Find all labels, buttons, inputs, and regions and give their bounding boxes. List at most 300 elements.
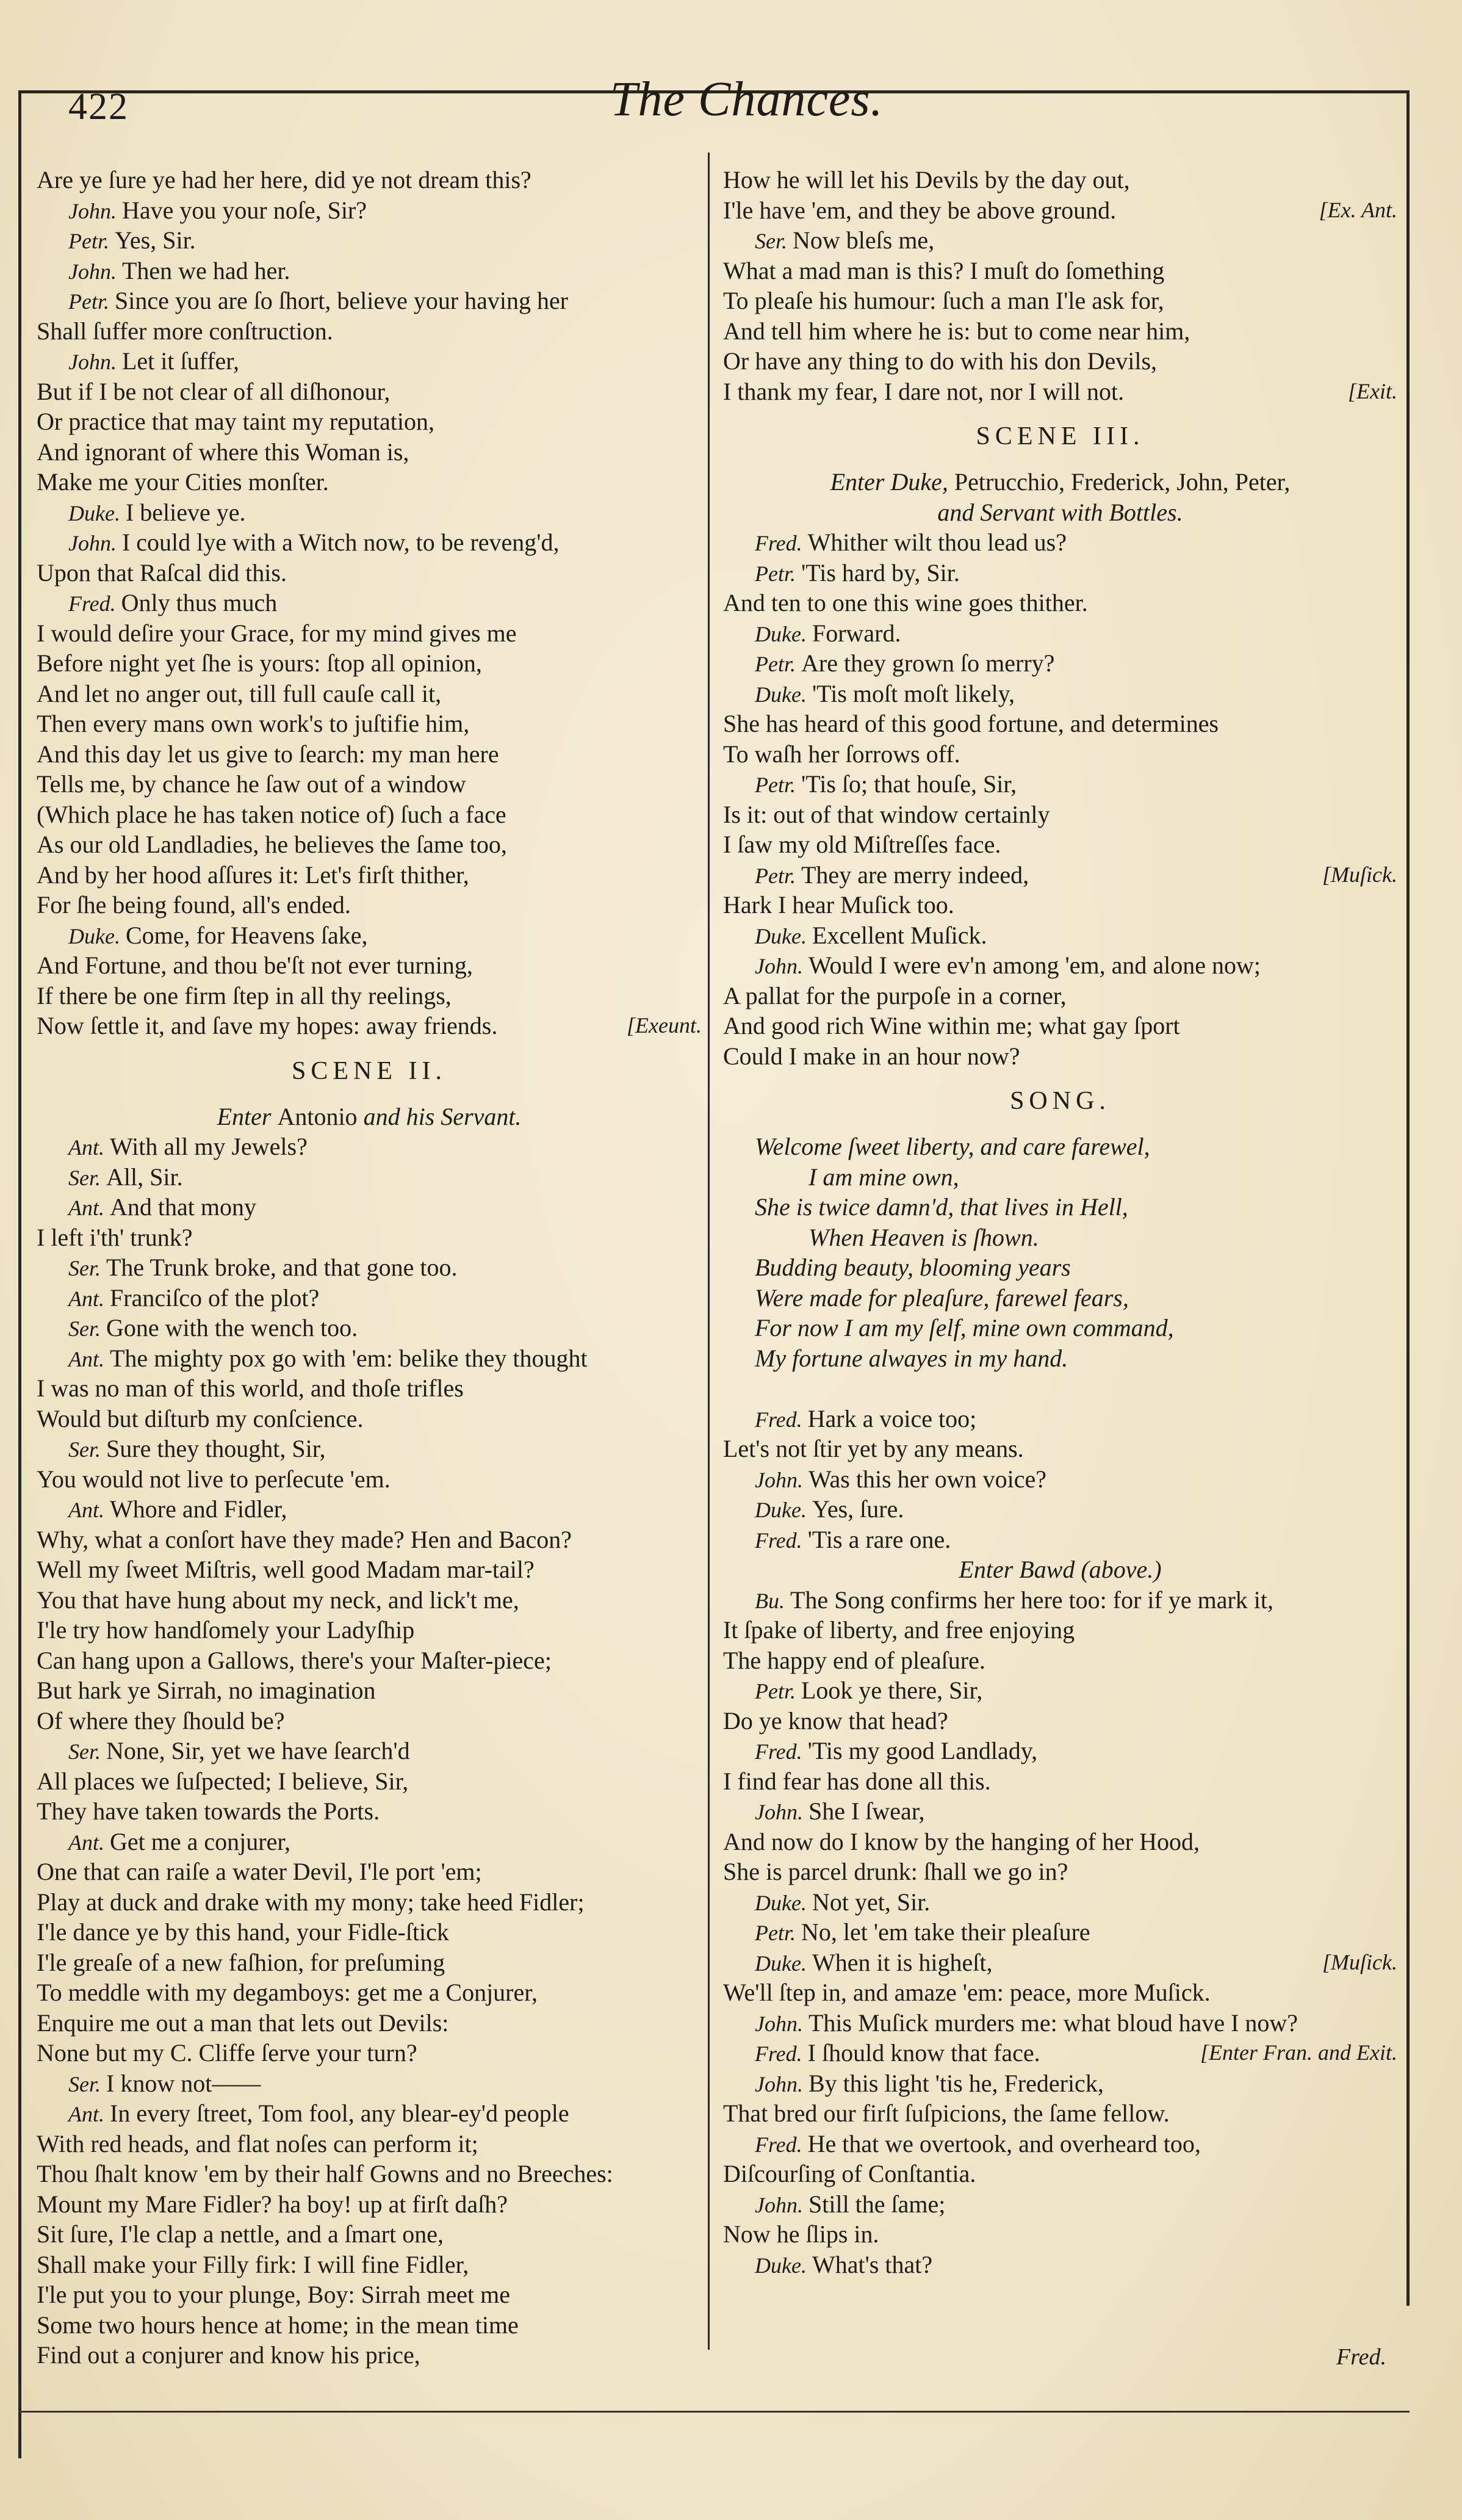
text-line: [37, 1373, 702, 1404]
line-text: And this day let us give to ſearch: my man here: [37, 740, 499, 768]
line-text: Before night yet ſhe is yours: ſtop all opinion,: [37, 649, 482, 677]
speaker-name: Ser.: [68, 1165, 106, 1190]
line-text: 'Tis moſt moſt likely,: [812, 679, 1015, 707]
line-text: And ten to one this wine goes thither.: [723, 589, 1088, 616]
text-line: [723, 1404, 1397, 1434]
text-line: [37, 1132, 702, 1162]
line-text: And by her hood aſſures it: Let's firſt thither,: [37, 861, 469, 889]
text-line: [37, 1585, 702, 1616]
line-text: I believe ye.: [125, 498, 246, 526]
text-line: [37, 2038, 702, 2068]
bottom-rule: [18, 2411, 1410, 2413]
text-line: [37, 829, 702, 860]
line-text: Sure they thought, Sir,: [106, 1435, 326, 1462]
line-text: Is it: out of that window certainly: [723, 800, 1050, 828]
line-text: Whither wilt thou lead us?: [807, 529, 1067, 556]
song-line: [723, 1162, 1397, 1193]
text-line: [37, 1313, 702, 1343]
speaker-name: John.: [755, 2011, 808, 2036]
line-text: That bred our firſt ſuſpicions, the ſame fellow.: [723, 2099, 1170, 2127]
text-line: [723, 1041, 1397, 1072]
text-line: [37, 2189, 702, 2220]
line-text: It ſpake of liberty, and free enjoying: [723, 1616, 1075, 1644]
line-text: Find out a conjurer and know his price,: [37, 2341, 420, 2369]
stage-italic: and Servant with Bottles.: [937, 498, 1183, 526]
text-line: [37, 981, 702, 1011]
line-text: In every ſtreet, Tom fool, any blear-ey'd people: [110, 2099, 569, 2127]
line-text: I know not——: [106, 2069, 261, 2097]
line-text: You that have hung about my neck, and lick't me,: [37, 1586, 519, 1614]
text-line: [37, 527, 702, 558]
speaker-name: Fred.: [755, 531, 808, 555]
speaker-name: Fred.: [755, 1739, 808, 1764]
line-text: I was no man of this world, and thoſe trifles: [37, 1374, 464, 1402]
line-text: I'le try how handſomely your Ladyſhip: [37, 1616, 415, 1644]
line-text: Only thus much: [121, 589, 278, 616]
text-line: [37, 1222, 702, 1253]
text-line: [723, 950, 1397, 981]
text-line: [37, 1948, 702, 1978]
song-line: [723, 1343, 1397, 1374]
line-text: With red heads, and flat noſes can perform it;: [37, 2129, 478, 2157]
stage-tag: [Exeunt.: [627, 1013, 702, 1038]
text-line: [723, 1917, 1397, 1948]
song-line: [723, 1252, 1397, 1283]
speaker-name: Ant.: [68, 1286, 110, 1311]
line-text: She I ſwear,: [808, 1797, 925, 1825]
text-line: [37, 1736, 702, 1766]
line-text: Of where they ſhould be?: [37, 1706, 285, 1735]
text-line: [37, 2129, 702, 2159]
speaker-name: Ser.: [68, 1316, 106, 1341]
line-text: Shall ſuffer more conſtruction.: [37, 317, 333, 345]
text-line: [723, 648, 1397, 679]
text-line: [37, 316, 702, 347]
line-text: Hark I hear Muſick too.: [723, 891, 954, 919]
line-text: Thou ſhalt know 'em by their half Gowns and no Breeches:: [37, 2160, 613, 2187]
line-text: I'le put you to your plunge, Boy: Sirrah meet me: [37, 2281, 510, 2308]
line-text: Have you your noſe, Sir?: [121, 196, 367, 224]
text-line: [723, 286, 1397, 316]
text-line: [723, 195, 1397, 226]
speaker-name: Ser.: [68, 1256, 106, 1280]
line-text: 'Tis my good Landlady,: [807, 1737, 1038, 1764]
line-text: As our old Landladies, he believes the ſame too,: [37, 831, 507, 858]
line-text: I ſaw my old Miſtreſſes face.: [723, 831, 1001, 858]
text-line: [37, 467, 702, 497]
line-text: They are merry indeed,: [801, 861, 1029, 889]
text-line: [37, 1796, 702, 1827]
left-column: [37, 165, 702, 2370]
speaker-name: Ser.: [755, 229, 793, 253]
page-number: 422: [68, 86, 129, 128]
line-text: 'Tis ſo; that houſe, Sir,: [801, 770, 1017, 798]
speaker-name: Fred.: [755, 1407, 808, 1432]
line-text: Then we had her.: [121, 256, 290, 284]
line-text: They have taken towards the Ports.: [37, 1797, 380, 1825]
line-text: And that mony: [110, 1193, 256, 1221]
line-text: Franciſco of the plot?: [110, 1283, 320, 1312]
text-line: [37, 497, 702, 528]
text-line: [37, 406, 702, 437]
text-line: [723, 1706, 1397, 1736]
text-line: [37, 739, 702, 770]
text-line: [723, 256, 1397, 286]
stage-direction: [723, 467, 1397, 497]
text-line: [37, 558, 702, 588]
line-text: All, Sir.: [106, 1163, 183, 1191]
line-text: If there be one firm ſtep in all thy reelings,: [37, 981, 452, 1009]
speaker-name: Duke.: [755, 1498, 812, 1522]
line-text: But hark ye Sirrah, no imagination: [37, 1677, 376, 1704]
stage-direction: [723, 1554, 1397, 1585]
column-divider: [708, 153, 710, 2350]
text-line: [723, 2129, 1397, 2159]
text-line: [37, 950, 702, 981]
line-text: To pleaſe his humour: ſuch a man I'le ask for,: [723, 287, 1164, 314]
right-rule: [1406, 90, 1410, 2306]
text-line: [37, 377, 702, 407]
text-line: [37, 679, 702, 709]
text-line: [37, 2250, 702, 2280]
stage-tag: [Muſick.: [1322, 862, 1397, 887]
text-line: [723, 2068, 1397, 2099]
line-text: Budding beauty, blooming years: [755, 1254, 1071, 1281]
scene-heading: SCENE II.: [292, 1056, 447, 1085]
stage-italic: and his Servant.: [363, 1102, 522, 1130]
text-line: [723, 1887, 1397, 1918]
line-text: Make me your Cities monſter.: [37, 468, 329, 496]
line-text: And ignorant of where this Woman is,: [37, 438, 409, 466]
speaker-name: Fred.: [755, 2042, 808, 2066]
text-line: [37, 2340, 702, 2370]
text-line: [37, 225, 702, 256]
text-line: [723, 1796, 1397, 1827]
line-text: Were made for pleaſure, farewel fears,: [755, 1283, 1129, 1312]
speaker-name: Duke.: [68, 923, 126, 948]
line-text: She has heard of this good fortune, and determines: [723, 710, 1219, 737]
text-line: [723, 1766, 1397, 1797]
line-text: Some two hours hence at home; in the mean time: [37, 2311, 519, 2339]
line-text: No, let 'em take their pleaſure: [801, 1918, 1090, 1946]
line-text: I'le have 'em, and they be above ground.: [723, 196, 1117, 224]
text-line: [723, 739, 1397, 770]
text-line: [723, 709, 1397, 739]
speaker-name: Ant.: [68, 1135, 110, 1160]
line-text: Let it ſuffer,: [121, 347, 240, 375]
text-line: [37, 1162, 702, 1193]
scene-heading: SCENE III.: [976, 422, 1145, 450]
text-line: [37, 286, 702, 316]
text-line: [37, 1283, 702, 1313]
line-text: The happy end of pleaſure.: [723, 1646, 985, 1674]
line-text: You would not live to perſecute 'em.: [37, 1465, 391, 1493]
scene-heading: SONG.: [1010, 1087, 1111, 1115]
line-text: I'le dance ye by this hand, your Fidle-ſtick: [37, 1918, 449, 1946]
text-line: [723, 2250, 1397, 2280]
line-text: Are ye ſure ye had her here, did ye not dream this?: [37, 166, 531, 193]
speaker-name: Fred.: [755, 1528, 808, 1553]
stage-italic: Enter Duke,: [830, 468, 954, 496]
line-text: And tell him where he is: but to come near him,: [723, 317, 1190, 345]
line-text: I ſhould know that face.: [807, 2039, 1040, 2067]
text-line: [37, 1252, 702, 1283]
text-line: [37, 1675, 702, 1706]
line-text: I left i'th' trunk?: [37, 1223, 193, 1251]
stage-name: Petrucchio, Frederick, John, Peter,: [954, 468, 1291, 496]
text-line: [723, 1948, 1397, 1978]
text-line: [723, 1645, 1397, 1676]
line-text: Yes, Sir.: [115, 226, 196, 254]
text-line: [723, 316, 1397, 347]
text-line: [37, 1615, 702, 1645]
text-line: [37, 1554, 702, 1585]
line-text: Shall make your Filly firk: I will fine Fidler,: [37, 2250, 469, 2278]
line-text: Why, what a conſort have they made? Hen and Bacon?: [37, 1525, 572, 1553]
line-text: Do ye know that head?: [723, 1706, 948, 1735]
text-line: [37, 709, 702, 739]
line-text: Enquire me out a man that lets out Devils:: [37, 2009, 449, 2037]
line-text: The Song confirms her here too: for if ye mark it,: [790, 1586, 1273, 1614]
line-text: I am mine own,: [808, 1163, 959, 1191]
line-text: Now he ſlips in.: [723, 2220, 879, 2248]
speaker-name: John.: [755, 2071, 808, 2096]
line-text: She is twice damn'd, that lives in Hell,: [755, 1193, 1128, 1221]
text-line: [37, 2098, 702, 2129]
line-text: (Which place he has taken notice of) ſuch a face: [37, 800, 506, 828]
text-line: [723, 1827, 1397, 1857]
line-text: Well my ſweet Miſtris, well good Madam mar-tail?: [37, 1556, 535, 1583]
text-line: [723, 981, 1397, 1011]
speaker-name: Fred.: [755, 2132, 808, 2157]
line-text: Welcome ſweet liberty, and care farewel,: [755, 1133, 1150, 1160]
line-text: A pallat for the purpoſe in a corner,: [723, 981, 1067, 1009]
song-line: [723, 1132, 1397, 1162]
text-line: [723, 1525, 1397, 1555]
text-line: [723, 527, 1397, 558]
line-text: Then every mans own work's to juſtifie him,: [37, 710, 470, 737]
text-line: [723, 225, 1397, 256]
speaker-name: Duke.: [755, 923, 812, 948]
text-line: [37, 1857, 702, 1887]
text-line: [723, 588, 1397, 618]
text-line: [37, 1887, 702, 1918]
speaker-name: John.: [755, 954, 808, 978]
line-text: And let no anger out, till full cauſe call it,: [37, 679, 442, 707]
text-line: [723, 2038, 1397, 2068]
line-text: Or practice that may taint my reputation,: [37, 408, 434, 435]
text-line: [37, 1494, 702, 1525]
line-text: None but my C. Cliffe ſerve your turn?: [37, 2039, 417, 2067]
line-text: Upon that Raſcal did this.: [37, 558, 287, 587]
speaker-name: Duke.: [755, 1951, 812, 1976]
line-text: This Muſick murders me: what bloud have I now?: [808, 2009, 1298, 2037]
text-line: [37, 2310, 702, 2341]
line-text: And Fortune, and thou be'ſt not ever turning,: [37, 951, 473, 979]
line-text: Sit ſure, I'le clap a nettle, and a ſmart one,: [37, 2220, 444, 2248]
line-text: 'Tis hard by, Sir.: [801, 558, 960, 587]
line-text: To waſh her ſorrows off.: [723, 740, 960, 768]
text-line: [37, 1917, 702, 1948]
line-text: One that can raiſe a water Devil, I'le port 'em;: [37, 1858, 482, 1885]
text-line: [37, 1011, 702, 1041]
line-text: Now ſettle it, and ſave my hopes: away friends.: [37, 1012, 498, 1039]
speaker-name: Duke.: [755, 2253, 812, 2278]
text-line: [723, 165, 1397, 195]
text-line: [723, 346, 1397, 377]
line-text: I'le greaſe of a new faſhion, for preſuming: [37, 1948, 445, 1976]
text-line: [37, 890, 702, 920]
text-line: [723, 890, 1397, 920]
stage-direction: [37, 1102, 702, 1132]
line-text: Can hang upon a Gallows, there's your Maſter-piece;: [37, 1646, 552, 1674]
text-line: [723, 2189, 1397, 2220]
song-line: [723, 1192, 1397, 1222]
line-text: My fortune alwayes in my hand.: [755, 1344, 1068, 1372]
line-text: Still the ſame;: [808, 2190, 946, 2218]
speaker-name: John.: [755, 1800, 808, 1824]
line-text: Was this her own voice?: [808, 1465, 1046, 1493]
song-line: [723, 1313, 1397, 1343]
text-line: [723, 1434, 1397, 1464]
speaker-name: Duke.: [755, 1890, 812, 1915]
text-line: [723, 829, 1397, 860]
speaker-name: Petr.: [68, 229, 115, 253]
line-text: By this light 'tis he, Frederick,: [808, 2069, 1104, 2097]
line-text: With all my Jewels?: [110, 1133, 308, 1160]
stage-direction: [723, 497, 1397, 528]
stage-tag: [Muſick.: [1322, 1949, 1397, 1974]
speaker-name: John.: [755, 2192, 808, 2217]
line-text: He that we overtook, and overheard too,: [807, 2129, 1201, 2157]
text-line: [37, 1434, 702, 1464]
stage-tag: [Exit.: [1348, 378, 1397, 403]
text-line: [723, 679, 1397, 709]
line-text: All places we ſuſpected; I believe, Sir,: [37, 1767, 409, 1795]
text-line: [37, 1645, 702, 1676]
stage-italic: Enter Bawd (above.): [959, 1556, 1162, 1583]
line-text: Would I were ev'n among 'em, and alone now;: [808, 951, 1261, 979]
line-text: For now I am my ſelf, mine own command,: [755, 1314, 1174, 1341]
text-line: [723, 1494, 1397, 1525]
text-line: [723, 769, 1397, 800]
text-line: [723, 1011, 1397, 1041]
blank-line: [723, 1373, 1397, 1404]
text-line: [37, 195, 702, 226]
line-text: When Heaven is ſhown.: [808, 1223, 1039, 1251]
text-line: [37, 2008, 702, 2038]
text-line: [723, 558, 1397, 588]
line-text: Play at duck and drake with my mony; take heed Fidler;: [37, 1888, 585, 1916]
text-line: [723, 920, 1397, 951]
speaker-name: Fred.: [68, 591, 121, 616]
text-line: [37, 1404, 702, 1434]
speaker-name: Ser.: [68, 1739, 106, 1764]
line-text: Or have any thing to do with his don Devils,: [723, 347, 1158, 375]
speaker-name: John.: [68, 531, 122, 555]
text-line: [723, 2008, 1397, 2038]
text-line: [37, 1464, 702, 1495]
text-line: [723, 1464, 1397, 1495]
text-line: [723, 2219, 1397, 2250]
line-text: And good rich Wine within me; what gay ſport: [723, 1012, 1180, 1039]
speaker-name: Petr.: [755, 652, 801, 676]
line-text: Yes, ſure.: [812, 1495, 904, 1523]
text-line: [723, 800, 1397, 830]
line-text: I would deſire your Grace, for my mind gives me: [37, 619, 517, 647]
text-line: [723, 2159, 1397, 2189]
line-text: Hark a voice too;: [807, 1404, 977, 1432]
speaker-name: Duke.: [755, 682, 812, 707]
right-column: [723, 165, 1397, 2280]
speaker-name: Ant.: [68, 2102, 110, 2126]
line-text: The mighty pox go with 'em: belike they thought: [110, 1344, 588, 1372]
line-text: Look ye there, Sir,: [801, 1677, 983, 1704]
speaker-name: Petr.: [755, 1679, 801, 1703]
text-line: [723, 2098, 1397, 2129]
speaker-name: Duke.: [755, 621, 812, 646]
catchword: Fred.: [1336, 2344, 1386, 2370]
stage-tag: [Enter Fran. and Exit.: [1200, 2040, 1397, 2065]
text-line: [723, 1977, 1397, 2008]
text-line: [37, 2159, 702, 2189]
line-text: Diſcourſing of Conſtantia.: [723, 2160, 976, 2187]
speaker-name: Petr.: [68, 289, 115, 314]
running-head: The Chances.: [610, 73, 884, 126]
text-line: [37, 2068, 702, 2099]
stage-tag: [Ex. Ant.: [1319, 197, 1397, 222]
line-text: I could lye with a Witch now, to be reveng'd,: [121, 529, 560, 556]
line-text: For ſhe being found, all's ended.: [37, 891, 351, 919]
speaker-name: Ant.: [68, 1830, 110, 1855]
line-text: But if I be not clear of all diſhonour,: [37, 377, 391, 405]
text-line: [37, 165, 702, 195]
line-text: And now do I know by the hanging of her Hood,: [723, 1827, 1200, 1855]
text-line: [37, 1706, 702, 1736]
text-line: [723, 1675, 1397, 1706]
text-line: [37, 860, 702, 890]
text-line: [723, 618, 1397, 649]
line-text: What a mad man is this? I muſt do ſomething: [723, 256, 1165, 284]
text-line: [723, 377, 1397, 407]
speaker-name: John.: [68, 198, 122, 223]
text-line: [37, 1827, 702, 1857]
text-line: [37, 1977, 702, 2008]
text-line: [37, 346, 702, 377]
text-line: [37, 1343, 702, 1374]
speaker-name: Ant.: [68, 1346, 110, 1371]
text-line: [37, 920, 702, 951]
line-text: Now bleſs me,: [793, 226, 935, 254]
speaker-name: Bu.: [755, 1588, 790, 1613]
line-text: Excellent Muſick.: [812, 921, 987, 949]
speaker-name: Petr.: [755, 561, 801, 586]
song-line: [723, 1222, 1397, 1253]
line-text: Forward.: [812, 619, 901, 647]
text-line: [37, 588, 702, 618]
text-line: [723, 1736, 1397, 1766]
line-text: Would but diſturb my conſcience.: [37, 1404, 364, 1432]
speaker-name: Ser.: [68, 1437, 106, 1462]
speaker-name: Petr.: [755, 773, 801, 797]
text-line: [37, 437, 702, 468]
line-text: I find fear has done all this.: [723, 1767, 991, 1795]
text-line: [37, 618, 702, 649]
speaker-name: Duke.: [68, 500, 126, 525]
stage-name: Antonio: [277, 1102, 364, 1130]
line-text: The Trunk broke, and that gone too.: [106, 1254, 458, 1281]
line-text: Not yet, Sir.: [812, 1888, 931, 1916]
